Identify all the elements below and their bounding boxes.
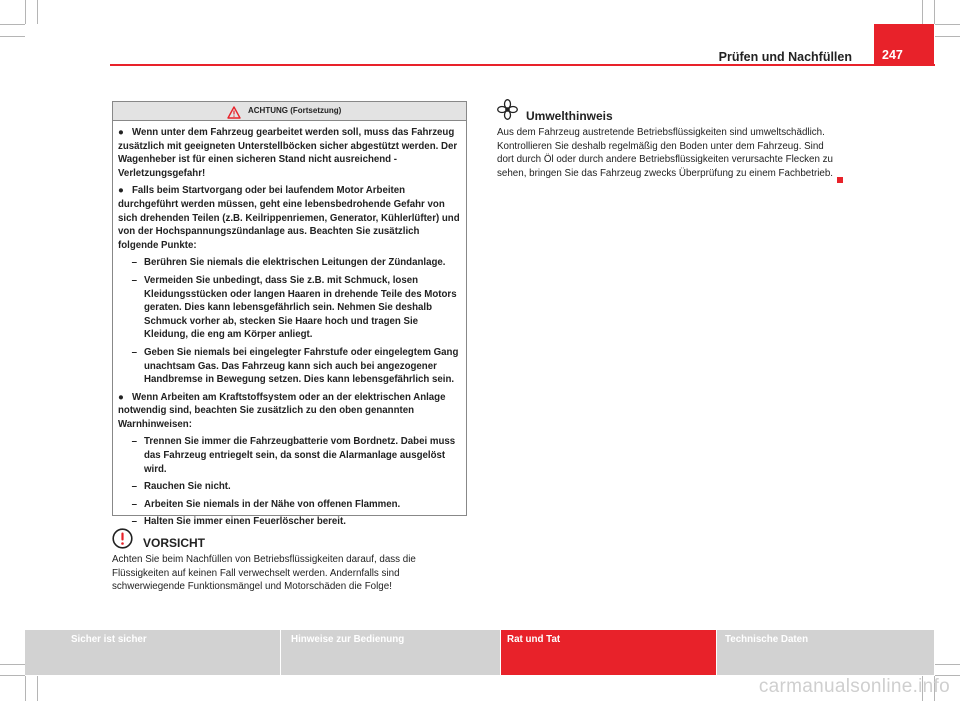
crop-mark <box>935 24 960 25</box>
crop-mark <box>0 24 25 25</box>
crop-mark <box>37 676 38 701</box>
crop-mark <box>0 664 25 665</box>
umwelt-text: Aus dem Fahrzeug austretende Betriebsflüssigkeiten sind umweltschädlich. Kontrollieren Sie deshalb regelmäßig den Boden unter dem Fahrzeug. Sind dort durch Öl oder durch andere Betriebsflüssigkeiten verursachte Flecken zu sehen, bringen Sie das Fahrzeug zwecks Überprüfung zu einem Fachbetrieb. <box>497 127 834 179</box>
list-item: – Rauchen Sie nicht. <box>131 481 231 493</box>
nav-tab-sicher-ist-sicher[interactable]: Sicher ist sicher <box>25 630 280 675</box>
warning-box <box>112 101 467 528</box>
bullet-icon: ● <box>118 127 124 138</box>
vorsicht-title: VORSICHT <box>143 536 206 550</box>
section-end-marker <box>837 177 843 183</box>
warning-paragraph <box>118 391 461 432</box>
warning-paragraph <box>118 126 461 180</box>
warning-paragraph <box>118 184 461 252</box>
nav-tab-hinweise-zur-bedienung[interactable]: Hinweise zur Bedienung <box>281 630 500 675</box>
warning-paragraph-text: Wenn unter dem Fahrzeug gearbeitet werden soll, muss das Fahrzeug zusätzlich mit geeigneten Unterstellböcken sicher abgestützt werden. Der Wagenheber ist für einen sicheren Stand nicht ausreichend - Verletzungsgefahr! <box>118 127 458 179</box>
crop-mark <box>922 0 923 24</box>
warning-paragraph-text: Falls beim Startvorgang oder bei laufendem Motor Arbeiten durchgeführt werden müssen, geht eine lebensbedrohende Gefahr von sich drehenden Teilen (z.B. Keilrippenriemen, Generator, Kühlerlüfter) und von der Hochspannungszündanlage aus. Beachten Sie zusätzlich folgende Punkte: <box>118 185 460 251</box>
warning-paragraph-text: Wenn Arbeiten am Kraftstoffsystem oder an der elektrischen Anlage notwendig sind, beachten Sie zusätzlich zu den oben genannten Warnhinweisen: <box>118 391 446 430</box>
crop-mark <box>0 36 25 37</box>
vorsicht-text: Achten Sie beim Nachfüllen von Betriebsflüssigkeiten darauf, dass die Flüssigkeiten auf keinen Fall verwechselt werden. Andernfalls sind schwerwiegende Funktionsmängel und Motorschäden die Folge! <box>112 554 416 593</box>
warning-heading: ACHTUNG (Fortsetzung) <box>248 106 342 115</box>
page-number: 247 <box>882 48 903 62</box>
crop-mark <box>935 664 960 665</box>
bullet-icon: ● <box>118 185 124 197</box>
page-number-box <box>874 24 934 64</box>
list-item: – Berühren Sie niemals die elektrischen Leitungen der Zündanlage. <box>131 257 446 269</box>
bullet-icon: ● <box>118 391 124 403</box>
page-header-title: Prüfen und Nachfüllen <box>718 50 852 64</box>
crop-mark <box>25 676 26 701</box>
warning-triangle-icon <box>227 106 241 119</box>
list-item: – Halten Sie immer einen Feuerlöscher bereit. <box>131 516 346 528</box>
nav-tab-rat-und-tat[interactable]: Rat und Tat <box>501 630 716 675</box>
umwelt-title: Umwelthinweis <box>526 109 613 123</box>
header-rule <box>110 64 935 66</box>
list-item: – Trennen Sie immer die Fahrzeugbatterie vom Bordnetz. Dabei muss das Fahrzeug entriegelt sein, da sonst die Alarmanlage ausgelöst wird. <box>131 436 456 475</box>
crop-mark <box>935 36 960 37</box>
crop-mark <box>25 0 26 24</box>
crop-mark <box>934 0 935 24</box>
crop-mark <box>0 675 25 676</box>
list-item: – Vermeiden Sie unbedingt, dass Sie z.B. mit Schmuck, losen Kleidungsstücken oder langen Haaren in drehende Teile des Motors geraten. Dies kann lebensgefährlich sein. Nehmen Sie deshalb Schmuck vorher ab, stecken Sie Haare hoch und tragen Sie Kleidung, die eng am Körper anliegt. <box>131 274 457 341</box>
list-item: – Geben Sie niemals bei eingelegter Fahrstufe oder eingelegtem Gang unachtsam Gas. Das Fahrzeug kann sich auch bei angezogener Handbremse in Bewegung setzen. Dies kann lebensgefährlich sein. <box>131 346 459 386</box>
list-item: – Arbeiten Sie niemals in der Nähe von offenen Flammen. <box>131 498 401 510</box>
warning-body <box>113 121 466 529</box>
warning-header <box>113 102 466 121</box>
crop-mark <box>37 0 38 24</box>
exclamation-circle-icon <box>112 528 133 549</box>
flower-icon <box>497 99 518 120</box>
watermark: carmanualsonline.info <box>758 676 950 697</box>
nav-tab-technische-daten[interactable]: Technische Daten <box>717 630 934 675</box>
chapter-nav <box>25 630 934 675</box>
